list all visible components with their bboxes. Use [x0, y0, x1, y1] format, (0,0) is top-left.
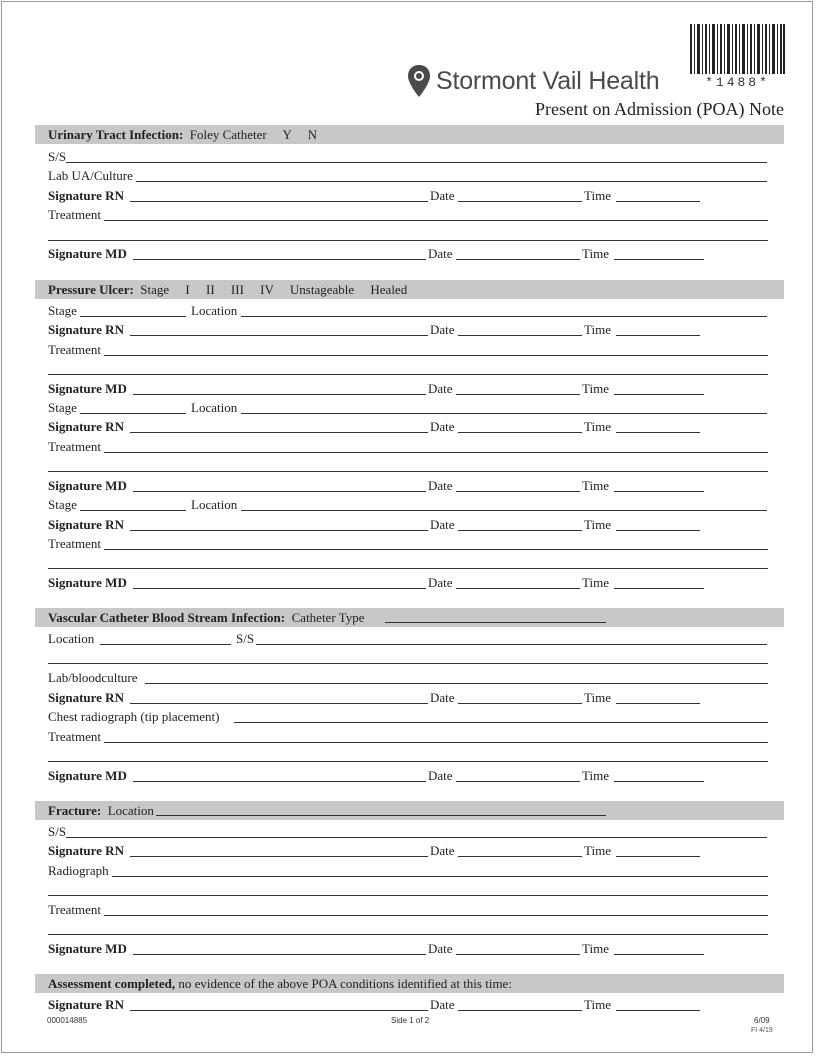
- location-pin-icon: [406, 64, 432, 98]
- label-time: Time: [584, 517, 611, 532]
- label-signature-rn: Signature RN: [48, 690, 124, 705]
- label-location: Location: [191, 400, 238, 415]
- label-date: Date: [428, 381, 453, 396]
- date-field[interactable]: [456, 588, 580, 589]
- date-field[interactable]: [456, 259, 580, 260]
- stage-field[interactable]: [80, 316, 186, 317]
- treatment-field-cont[interactable]: [48, 240, 768, 241]
- treatment-field[interactable]: [104, 220, 768, 221]
- label-date: Date: [430, 188, 455, 203]
- section-heading-assessment: Assessment completed, no evidence of the above POA conditions identified at this time:: [48, 976, 512, 991]
- treatment-field-cont[interactable]: [48, 568, 768, 569]
- label-radiograph: Radiograph: [48, 863, 109, 878]
- treatment-field[interactable]: [104, 549, 768, 550]
- section-heading-vascular: Vascular Catheter Blood Stream Infection: Catheter Type: [48, 610, 365, 625]
- label-time: Time: [584, 997, 611, 1012]
- time-field[interactable]: [616, 856, 700, 857]
- ss-field-cont[interactable]: [48, 663, 768, 664]
- signature-rn-field[interactable]: [130, 703, 428, 704]
- time-field[interactable]: [614, 781, 704, 782]
- label-treatment: Treatment: [48, 439, 101, 454]
- lab-ua-field[interactable]: [136, 181, 767, 182]
- label-date: Date: [430, 997, 455, 1012]
- treatment-field[interactable]: [104, 915, 768, 916]
- barcode: [690, 24, 785, 74]
- time-field[interactable]: [614, 259, 704, 260]
- date-field[interactable]: [458, 703, 582, 704]
- date-field[interactable]: [458, 335, 582, 336]
- signature-rn-field[interactable]: [130, 856, 428, 857]
- label-date: Date: [428, 246, 453, 261]
- date-field[interactable]: [456, 394, 580, 395]
- signature-rn-field[interactable]: [130, 432, 428, 433]
- label-ss: S/S: [48, 149, 67, 164]
- label-signature-rn: Signature RN: [48, 997, 124, 1012]
- fracture-location-field[interactable]: [156, 815, 606, 816]
- label-time: Time: [582, 246, 609, 261]
- label-location: Location: [191, 497, 238, 512]
- treatment-field[interactable]: [104, 742, 768, 743]
- signature-rn-field[interactable]: [130, 201, 428, 202]
- time-field[interactable]: [616, 530, 700, 531]
- label-time: Time: [582, 381, 609, 396]
- label-treatment: Treatment: [48, 342, 101, 357]
- label-chest-radiograph: Chest radiograph (tip placement): [48, 709, 220, 724]
- label-signature-md: Signature MD: [48, 381, 127, 396]
- time-field[interactable]: [614, 394, 704, 395]
- date-field[interactable]: [458, 432, 582, 433]
- lab-blood-field[interactable]: [145, 683, 768, 684]
- date-field[interactable]: [458, 856, 582, 857]
- label-treatment: Treatment: [48, 729, 101, 744]
- label-time: Time: [584, 419, 611, 434]
- time-field[interactable]: [616, 432, 700, 433]
- label-date: Date: [430, 843, 455, 858]
- label-treatment: Treatment: [48, 902, 101, 917]
- catheter-type-field[interactable]: [385, 622, 606, 623]
- stage-field[interactable]: [80, 413, 186, 414]
- label-signature-rn: Signature RN: [48, 517, 124, 532]
- label-date: Date: [428, 478, 453, 493]
- time-field[interactable]: [614, 588, 704, 589]
- location-field[interactable]: [100, 644, 231, 645]
- page-side: Side 1 of 2: [391, 1016, 430, 1025]
- time-field[interactable]: [616, 703, 700, 704]
- label-time: Time: [582, 478, 609, 493]
- signature-md-field[interactable]: [133, 259, 426, 260]
- label-signature-md: Signature MD: [48, 941, 127, 956]
- signature-rn-field[interactable]: [130, 335, 428, 336]
- treatment-field[interactable]: [104, 355, 768, 356]
- date-field[interactable]: [456, 954, 580, 955]
- label-date: Date: [428, 575, 453, 590]
- radiograph-field[interactable]: [112, 876, 768, 877]
- label-treatment: Treatment: [48, 207, 101, 222]
- time-field[interactable]: [616, 201, 700, 202]
- date-field[interactable]: [456, 781, 580, 782]
- radiograph-field-cont[interactable]: [48, 895, 768, 896]
- barcode-number: *1488*: [705, 75, 770, 90]
- label-signature-rn: Signature RN: [48, 843, 124, 858]
- signature-rn-field[interactable]: [130, 1010, 428, 1011]
- label-signature-rn: Signature RN: [48, 188, 124, 203]
- chest-radiograph-field[interactable]: [234, 722, 768, 723]
- label-signature-rn: Signature RN: [48, 419, 124, 434]
- label-ss: S/S: [48, 824, 67, 839]
- label-treatment: Treatment: [48, 536, 101, 551]
- label-signature-md: Signature MD: [48, 478, 127, 493]
- revision-date: 6/09: [754, 1016, 770, 1025]
- label-signature-md: Signature MD: [48, 768, 127, 783]
- label-location: Location: [191, 303, 238, 318]
- location-field[interactable]: [241, 316, 767, 317]
- label-lab-blood: Lab/bloodculture: [48, 670, 138, 685]
- signature-md-field[interactable]: [133, 588, 426, 589]
- signature-md-field[interactable]: [133, 394, 426, 395]
- treatment-field-cont[interactable]: [48, 934, 768, 935]
- time-field[interactable]: [616, 335, 700, 336]
- treatment-field-cont[interactable]: [48, 374, 768, 375]
- label-location: Location: [48, 631, 95, 646]
- label-stage: Stage: [48, 400, 77, 415]
- signature-md-field[interactable]: [133, 954, 426, 955]
- stage-field[interactable]: [80, 510, 186, 511]
- signature-md-field[interactable]: [133, 781, 426, 782]
- label-signature-rn: Signature RN: [48, 322, 124, 337]
- time-field[interactable]: [614, 954, 704, 955]
- section-heading-pressure-ulcer: Pressure Ulcer: Stage I II III IV Unstageable Healed: [48, 282, 408, 297]
- location-field[interactable]: [241, 413, 767, 414]
- time-field[interactable]: [614, 491, 704, 492]
- fi-code: FI 4/19: [751, 1027, 773, 1034]
- label-lab-ua: Lab UA/Culture: [48, 168, 133, 183]
- date-field[interactable]: [458, 1010, 582, 1011]
- label-signature-md: Signature MD: [48, 246, 127, 261]
- label-time: Time: [582, 768, 609, 783]
- label-time: Time: [584, 843, 611, 858]
- signature-md-field[interactable]: [133, 491, 426, 492]
- ss-field[interactable]: [66, 837, 767, 838]
- label-date: Date: [430, 690, 455, 705]
- label-date: Date: [430, 419, 455, 434]
- time-field[interactable]: [616, 1010, 700, 1011]
- label-stage: Stage: [48, 303, 77, 318]
- label-date: Date: [428, 941, 453, 956]
- label-time: Time: [584, 322, 611, 337]
- treatment-field-cont[interactable]: [48, 761, 768, 762]
- label-date: Date: [430, 517, 455, 532]
- label-signature-md: Signature MD: [48, 575, 127, 590]
- label-time: Time: [582, 941, 609, 956]
- location-field[interactable]: [241, 510, 767, 511]
- label-time: Time: [582, 575, 609, 590]
- section-heading-uti: Urinary Tract Infection: Foley Catheter Y N: [48, 127, 317, 142]
- form-number: 000014885: [47, 1016, 88, 1025]
- treatment-field-cont[interactable]: [48, 471, 768, 472]
- label-time: Time: [584, 188, 611, 203]
- section-heading-fracture: Fracture: Location: [48, 803, 154, 818]
- brand-logo: [406, 64, 659, 98]
- brand-name: Stormont Vail Health: [436, 66, 660, 95]
- ss-field[interactable]: [256, 644, 767, 645]
- ss-field[interactable]: [66, 162, 767, 163]
- label-ss: S/S: [236, 631, 255, 646]
- label-date: Date: [428, 768, 453, 783]
- date-field[interactable]: [458, 201, 582, 202]
- document-title: Present on Admission (POA) Note: [535, 99, 784, 119]
- label-stage: Stage: [48, 497, 77, 512]
- date-field[interactable]: [458, 530, 582, 531]
- treatment-field[interactable]: [104, 452, 768, 453]
- date-field[interactable]: [456, 491, 580, 492]
- label-date: Date: [430, 322, 455, 337]
- signature-rn-field[interactable]: [130, 530, 428, 531]
- label-time: Time: [584, 690, 611, 705]
